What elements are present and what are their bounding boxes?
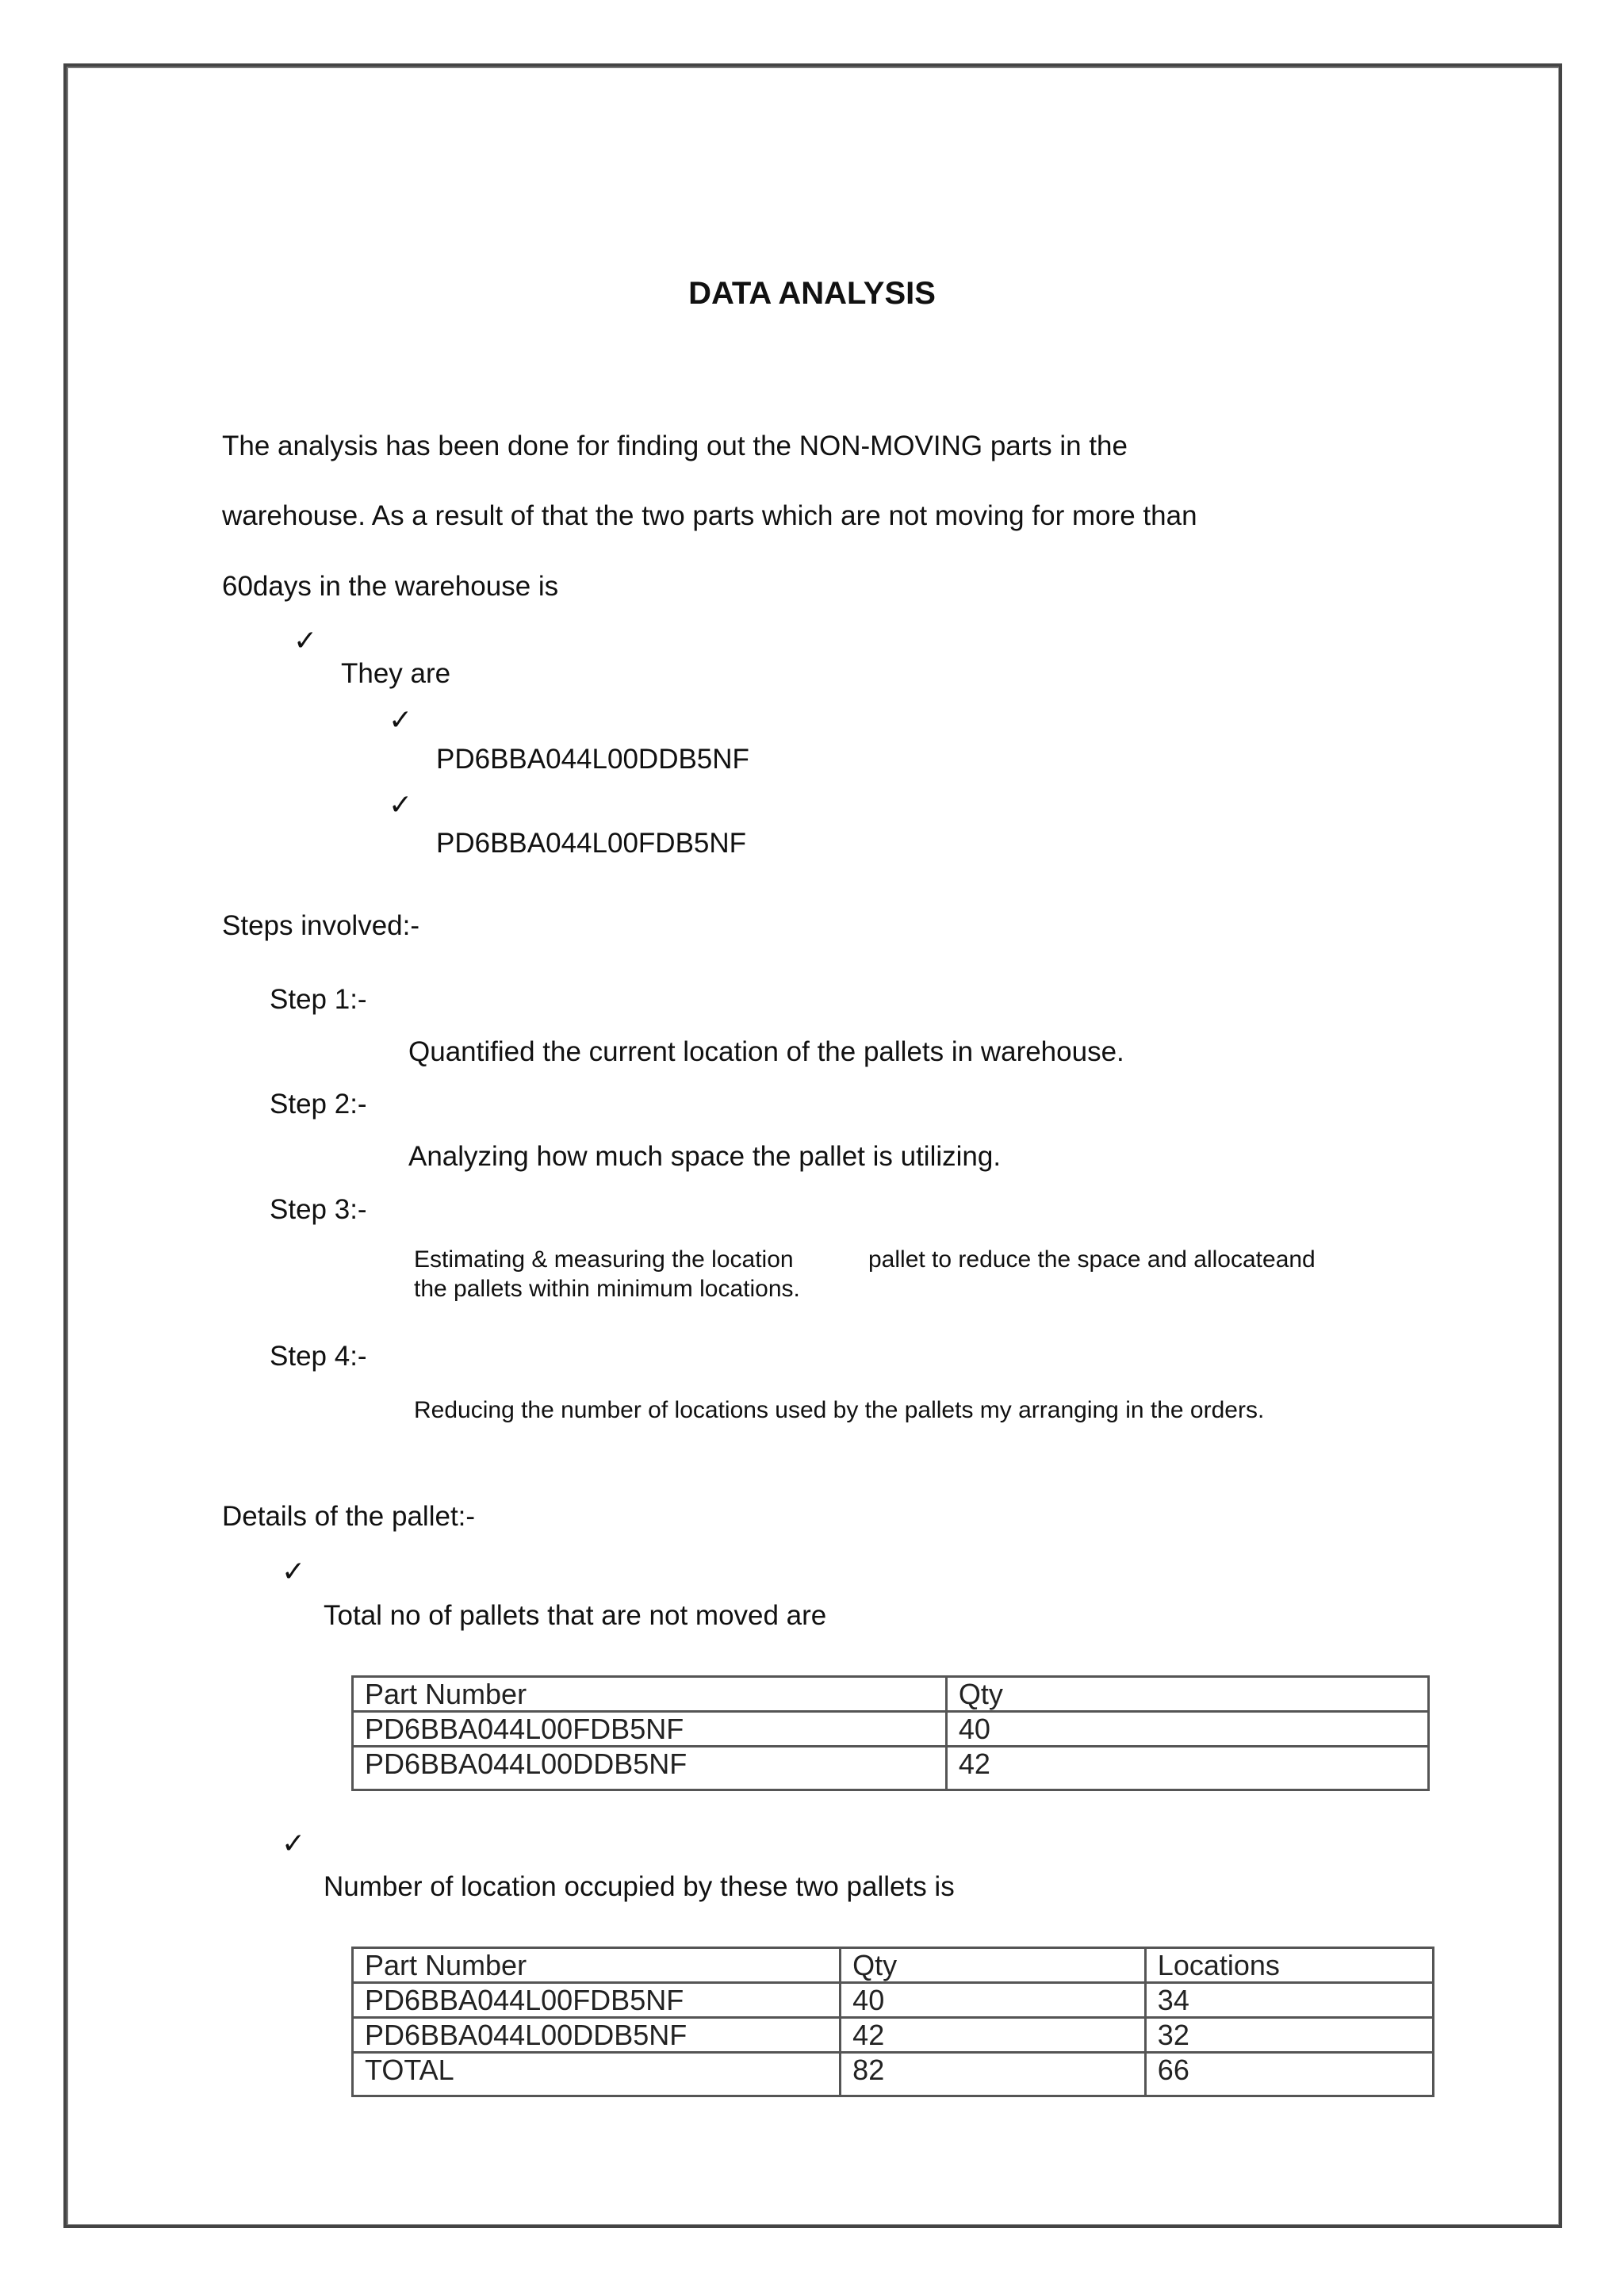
table-cell: 82 — [841, 2053, 1146, 2096]
details-heading: Details of the pallet:- — [222, 1501, 476, 1532]
table-row — [353, 2018, 1434, 2053]
intro-line-3: 60days in the warehouse is — [222, 571, 559, 602]
pallets-not-moved-table — [351, 1675, 1430, 1791]
intro-line-2: warehouse. As a result of that the two parts which are not moving for more than — [222, 500, 1197, 531]
step1-label: Step 1:- — [270, 984, 367, 1015]
table-row — [353, 1712, 1429, 1747]
step1-text: Quantified the current location of the pallets in warehouse. — [408, 1036, 1124, 1067]
locations-occupied-table — [351, 1947, 1434, 2097]
table-header-cell: Qty — [946, 1677, 1428, 1712]
steps-heading: Steps involved:- — [222, 910, 420, 941]
table-cell: PD6BBA044L00DDB5NF — [353, 2018, 841, 2053]
check-icon: ✓ — [389, 704, 413, 737]
check-icon: ✓ — [293, 625, 318, 657]
they-are-text: They are — [341, 658, 451, 689]
step3-label: Step 3:- — [270, 1194, 367, 1225]
table-cell: 40 — [841, 1983, 1146, 2018]
table-cell: PD6BBA044L00DDB5NF — [353, 1747, 947, 1790]
table-cell: 42 — [841, 2018, 1146, 2053]
details-bullet-1: Total no of pallets that are not moved are — [324, 1600, 827, 1631]
step3-text-c: the pallets within minimum locations. — [414, 1276, 800, 1302]
table-cell: PD6BBA044L00FDB5NF — [353, 1712, 947, 1747]
step2-text: Analyzing how much space the pallet is utilizing. — [408, 1141, 1002, 1172]
step2-label: Step 2:- — [270, 1089, 367, 1120]
table-cell: 66 — [1145, 2053, 1433, 2096]
table-header-cell: Part Number — [353, 1677, 947, 1712]
table-cell: 34 — [1145, 1983, 1433, 2018]
table-header-cell: Locations — [1145, 1948, 1433, 1983]
part-a-text: PD6BBA044L00DDB5NF — [436, 744, 749, 775]
table-row — [353, 1747, 1429, 1790]
table-header-cell: Part Number — [353, 1948, 841, 1983]
table-cell: 32 — [1145, 2018, 1433, 2053]
table-cell: TOTAL — [353, 2053, 841, 2096]
step4-text: Reducing the number of locations used by the pallets my arranging in the orders. — [414, 1397, 1265, 1423]
table-row — [353, 1983, 1434, 2018]
step3-text-b: pallet to reduce the space and allocateand — [868, 1246, 1316, 1273]
step4-label: Step 4:- — [270, 1341, 367, 1372]
table-header-row — [353, 1948, 1434, 1983]
table-total-row — [353, 2053, 1434, 2096]
part-b-text: PD6BBA044L00FDB5NF — [436, 828, 747, 859]
page-title: DATA ANALYSIS — [688, 276, 936, 311]
table-cell: 40 — [946, 1712, 1428, 1747]
table-header-row — [353, 1677, 1429, 1712]
details-bullet-2: Number of location occupied by these two pallets is — [324, 1871, 955, 1902]
check-icon: ✓ — [389, 789, 413, 821]
check-icon: ✓ — [282, 1828, 306, 1860]
table-header-cell: Qty — [841, 1948, 1146, 1983]
table-cell: PD6BBA044L00FDB5NF — [353, 1983, 841, 2018]
check-icon: ✓ — [282, 1556, 306, 1588]
step3-text-a: Estimating & measuring the location — [414, 1246, 794, 1273]
table-cell: 42 — [946, 1747, 1428, 1790]
intro-line-1: The analysis has been done for finding out the NON-MOVING parts in the — [222, 431, 1128, 461]
